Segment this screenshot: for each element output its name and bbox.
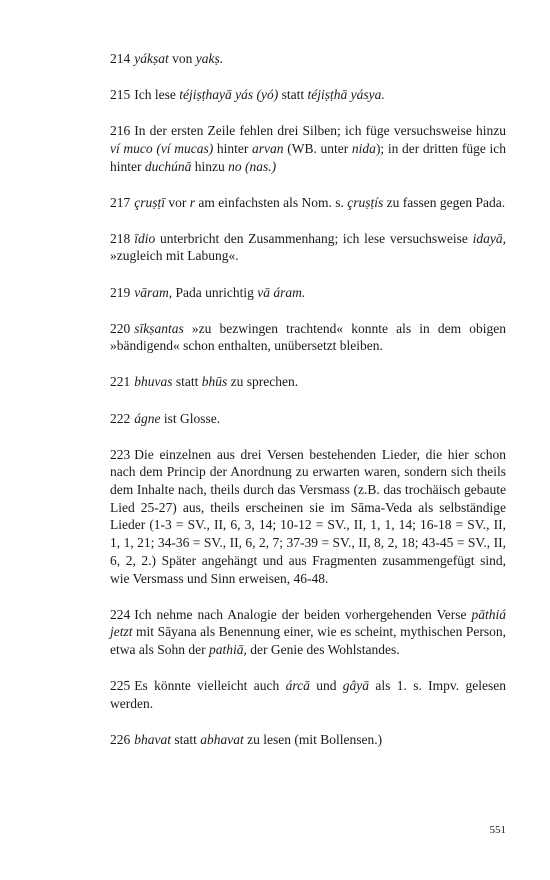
footnote-term: vā áram. <box>257 284 306 300</box>
footnote-term: çruṣṭís <box>347 194 384 210</box>
footnote-term: arvan <box>252 140 284 156</box>
footnote-number: 214 <box>110 51 131 66</box>
footnote-text: statt <box>278 87 308 103</box>
footnote-term: yakṣ. <box>195 51 224 66</box>
page-number: 551 <box>489 824 506 836</box>
footnote-number: 221 <box>110 374 131 390</box>
footnote-number: 226 <box>110 731 131 747</box>
footnote-text: ist Glosse. <box>160 410 221 426</box>
footnote-223 <box>110 446 506 588</box>
footnote-term: yákṣat <box>134 51 169 66</box>
footnote-term: ví muco (ví mucas) <box>110 140 214 156</box>
footnote-text: der Genie des Wohlstandes. <box>246 642 400 658</box>
footnote-number: 225 <box>110 678 131 694</box>
footnote-text: (WB. unter <box>283 140 352 156</box>
footnote-term: pāthiá jetzt <box>110 606 506 640</box>
footnote-text: Die einzelnen aus drei Versen bestehenden Lieder, die hier schon nach dem Princip der Anordnung zu erwarten waren, sondern sich theils dem Inhalte nach, theils durch das Versmass (z.B. das trochäisch gebaute Lied 25-27) aus, theils erscheinen sie im Sāma-Veda als selbständige Lieder (1-3 = SV., II, 6, 3, 14; 10-12 = SV., II, 1, 1, 14; 16-18 = SV., II, 1, 1, 21; 34-36 = SV., II, 6, 2, 7; 37-39 = SV., II, 8, 2, 18; 43-45 = SV., II, 6, 2, 2.) Später angehängt und aus Fragmenten zusammengefügt sind, wie Versmass und Sinn erweisen, 46-48. <box>110 446 506 586</box>
footnote-term: téjiṣṭhayā yás (yó) <box>179 87 279 103</box>
footnote-term: abhavat <box>200 731 244 747</box>
footnote-term: nida <box>351 140 376 156</box>
footnote-216 <box>110 122 506 175</box>
footnote-term: idayā, <box>472 230 506 246</box>
footnote-term: bhavat <box>134 731 171 747</box>
footnote-text: ); in der dritten füge ich hinter <box>110 140 506 174</box>
footnote-text: In der ersten Zeile fehlen drei Silben; ich füge versuchsweise hinzu <box>134 123 506 139</box>
footnote-number: 222 <box>110 410 131 426</box>
footnote-number: 218 <box>110 230 131 246</box>
footnote-text: zu sprechen. <box>227 374 299 390</box>
footnote-text: Pada unrichtig <box>172 284 258 300</box>
footnote-text: zu lesen (mit Bollensen.) <box>243 731 383 747</box>
footnote-term: çruṣṭī <box>134 194 166 210</box>
footnote-221 <box>110 373 506 391</box>
footnote-text: unterbricht den Zusammenhang; ich lese versuchsweise <box>155 230 473 246</box>
footnote-225 <box>110 677 506 712</box>
footnote-number: 215 <box>110 87 131 103</box>
footnote-text: Es könnte vielleicht auch <box>134 678 286 694</box>
footnote-term: r <box>189 194 196 210</box>
footnote-220 <box>110 320 506 355</box>
footnote-term: árcā <box>285 678 310 694</box>
footnote-term: pathiā, <box>208 642 247 658</box>
footnote-number: 217 <box>110 194 131 210</box>
footnote-text: »zugleich mit Labung«. <box>110 248 239 264</box>
footnote-text: Ich lese <box>134 87 180 103</box>
footnote-text: von <box>168 51 196 66</box>
footnote-number: 216 <box>110 123 131 139</box>
footnote-text: hinter <box>213 140 253 156</box>
footnote-term: bhuvas <box>134 374 173 390</box>
footnote-page <box>110 50 506 767</box>
footnote-term: téjiṣṭhā yásya. <box>307 87 385 103</box>
footnote-term: bhūs <box>201 374 228 390</box>
footnote-number: 223 <box>110 446 131 462</box>
footnote-number: 220 <box>110 320 131 336</box>
footnote-text: Ich nehme nach Analogie der beiden vorhergehenden Verse <box>134 606 472 622</box>
footnote-term: duchúnā <box>144 158 192 174</box>
footnote-term: īdio <box>134 230 156 246</box>
footnote-text: am einfachsten als Nom. s. <box>195 194 348 210</box>
footnote-text: als 1. s. Impv. gelesen werden. <box>110 678 506 711</box>
footnote-224 <box>110 606 506 659</box>
footnote-215 <box>110 86 506 104</box>
footnote-text: mit Sāyana als Benennung einer, wie es scheint, mythischen Person, etwa als Sohn der <box>110 624 506 658</box>
footnote-term: vāram, <box>134 284 173 300</box>
footnote-text: statt <box>172 374 202 390</box>
footnote-219 <box>110 284 506 302</box>
footnote-number: 219 <box>110 284 131 300</box>
footnote-text: hinzu <box>191 158 229 174</box>
footnote-217 <box>110 194 506 212</box>
footnote-list <box>110 50 506 749</box>
footnote-222 <box>110 410 506 428</box>
footnote-number: 224 <box>110 606 131 622</box>
footnote-term: sīkṣantas <box>134 320 184 336</box>
footnote-214 <box>110 50 506 68</box>
footnote-term: ágne <box>134 410 161 426</box>
footnote-text: »zu bezwingen trachtend« konnte als in dem obigen »bändigend« schon enthalten, unübersetzt bleiben. <box>110 320 506 354</box>
footnote-term: gâyā <box>342 678 370 694</box>
footnote-text: statt <box>171 731 201 747</box>
footnote-218 <box>110 230 506 265</box>
footnote-text: und <box>309 678 343 694</box>
footnote-term: no (nas.) <box>228 158 277 174</box>
footnote-text: vor <box>165 194 190 210</box>
footnote-226 <box>110 731 506 749</box>
footnote-text: zu fassen gegen Pada. <box>383 194 506 210</box>
